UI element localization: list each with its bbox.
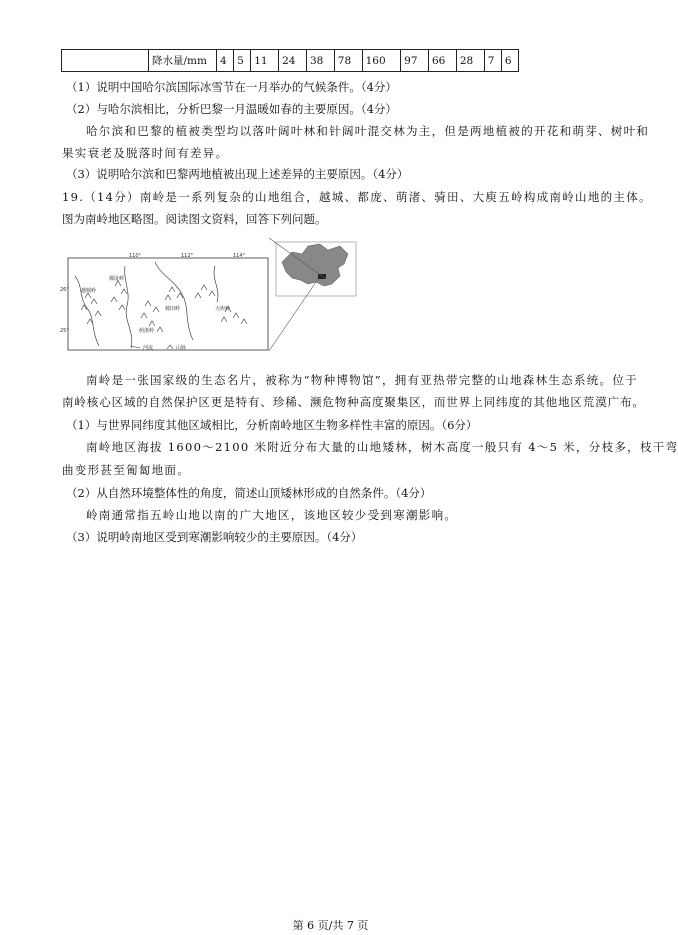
q19-question-1: （1）与世界同纬度其他区域相比，分析南岭地区生物多样性丰富的原因。（6分） — [66, 418, 478, 432]
q18-question-3: （3）说明哈尔滨和巴黎两地植被出现上述差异的主要原因。（4分） — [66, 167, 409, 181]
table-cell: 6 — [501, 50, 518, 72]
table-cell: 5 — [234, 50, 251, 72]
table-row — [62, 50, 519, 72]
q19-paragraph-b-line-2: 曲变形甚至匍匐地面。 — [62, 463, 190, 477]
q19-paragraph-b-line-1: 南岭地区海拔 1600～2100 米附近分布大量的山地矮林，树木高度一般只有 4～5 米，分枝多，枝干弯 — [86, 440, 678, 454]
table-cell: 7 — [484, 50, 501, 72]
q19-question-2: （2）从自然环境整体性的角度，简述山顶矮林形成的自然条件。（4分） — [66, 486, 432, 500]
map-place-label: 大庾岭 — [215, 306, 231, 312]
map-frame — [68, 258, 268, 350]
table-cell: 97 — [401, 50, 429, 72]
map-lat-label: 25° — [60, 328, 69, 334]
q18-paragraph-line-2: 果实衰老及脱落时间有差异。 — [62, 146, 229, 160]
q19-intro-line-1: 19.（14分）南岭是一系列复杂的山地组合，越城、都庞、萌渚、骑田、大庾五岭构成南岭山地的主体。 — [62, 190, 652, 204]
table-cell: 28 — [456, 50, 484, 72]
table-cell: 24 — [279, 50, 307, 72]
table-cell: 66 — [429, 50, 457, 72]
map-drawing — [60, 236, 268, 351]
q19-question-3: （3）说明岭南地区受到寒潮影响较少的主要原因。（4分） — [66, 530, 363, 544]
map-lon-label: 110° — [129, 253, 142, 259]
legend-river-label: 河流 — [143, 345, 154, 351]
map-place-label: 都庞岭 — [109, 276, 125, 282]
q18-question-1: （1）说明中国哈尔滨国际冰雪节在一月举办的气候条件。（4分） — [66, 80, 397, 94]
q19-paragraph-c: 岭南通常指五岭山地以南的广大地区，该地区较少受到寒潮影响。 — [86, 508, 458, 522]
q18-paragraph-line-1: 哈尔滨和巴黎的植被类型均以落叶阔叶林和针阔叶混交林为主，但是两地植被的开花和萌芽、树叶和 — [86, 124, 650, 138]
table-cell: 38 — [306, 50, 334, 72]
q19-intro-line-2: 图为南岭地区略图。阅读图文资料，回答下列问题。 — [62, 212, 327, 226]
map-lat-label: 26° — [60, 287, 69, 293]
page-footer: 第 6 页/共 7 页 — [292, 919, 369, 932]
map-place-label: 骑田岭 — [165, 306, 181, 312]
map-lon-label: 112° — [181, 253, 194, 259]
precipitation-table — [61, 49, 519, 72]
table-header-cell: 降水量/mm — [149, 50, 217, 72]
map-lon-label: 114° — [233, 253, 246, 259]
q18-question-2: （2）与哈尔滨相比，分析巴黎一月温暖如春的主要原因。（4分） — [66, 102, 397, 116]
table-cell: 4 — [217, 50, 234, 72]
q19-paragraph-a-line-2: 南岭核心区域的自然保护区更是特有、珍稀、濒危物种高度聚集区，而世界上同纬度的其他地区荒漠广布。 — [62, 395, 645, 409]
map-place-label: 萌渚岭 — [139, 328, 155, 334]
table-cell: 160 — [362, 50, 401, 72]
table-cell: 78 — [334, 50, 362, 72]
table-blank-cell — [62, 50, 149, 72]
china-locator-map — [268, 232, 358, 354]
nanling-map — [60, 236, 268, 351]
legend-mountain-label: 山脉 — [176, 345, 187, 351]
table-cell: 11 — [251, 50, 279, 72]
map-place-label: 越城岭 — [81, 288, 97, 294]
q19-paragraph-a-line-1: 南岭是一张国家级的生态名片，被称为“物种博物馆”，拥有亚热带完整的山地森林生态系统。位于 — [86, 373, 638, 387]
